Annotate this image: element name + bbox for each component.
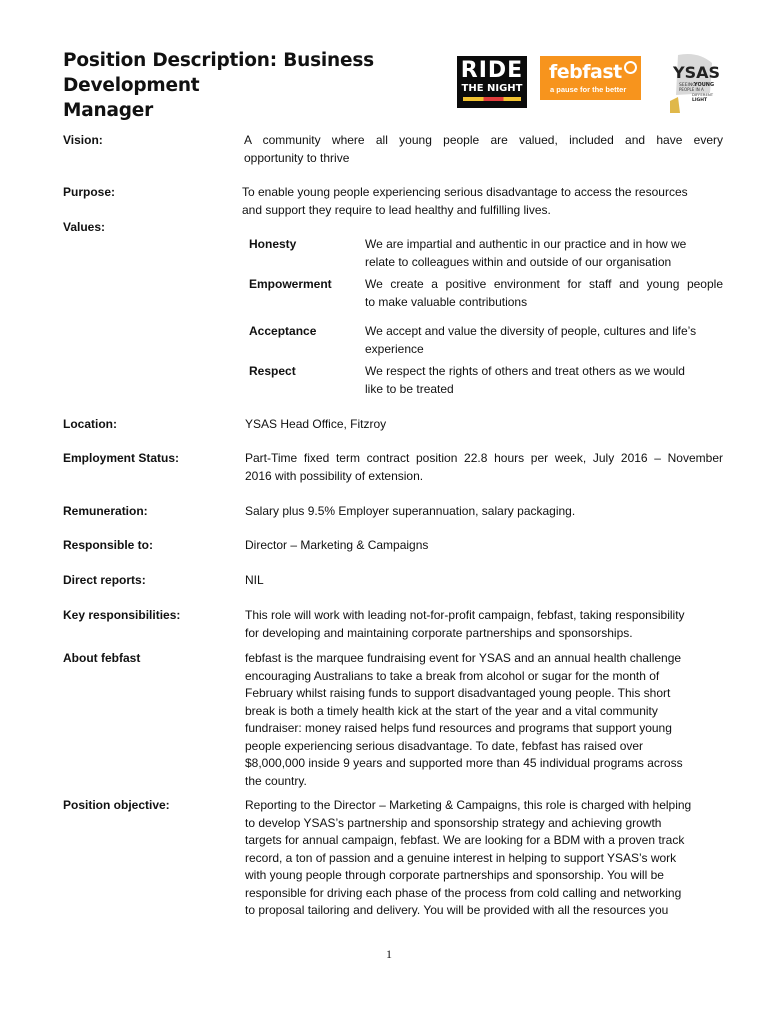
location-label: Location:: [63, 417, 117, 431]
ysas-tagline-3: PEOPLE IN A: [679, 87, 704, 92]
febfast-logo-word: febfast: [549, 61, 622, 83]
position-objective-text: [245, 797, 725, 920]
employment-status-label: Employment Status:: [63, 451, 180, 465]
value-respect-line-1: We respect the rights of others and treat others as we would: [365, 364, 685, 378]
value-empowerment-line-1: We create a positive environment for staff and young people: [365, 277, 723, 291]
value-honesty-line-2: relate to colleagues within and outside of our organisation: [365, 254, 672, 269]
employment-status-text: [245, 450, 723, 485]
ysas-logo: [668, 53, 720, 115]
febfast-logo-tagline: a pause for the better: [550, 85, 627, 94]
about-line-4: break is both a timely health kick at the start of the year and a vital community: [245, 703, 658, 718]
ysas-tagline-4: DIFFERENT: [692, 92, 714, 97]
remuneration-value: Salary plus 9.5% Employer superannuation, salary packaging.: [245, 504, 576, 518]
ride-logo-line-2: THE NIGHT: [461, 83, 523, 94]
ysas-logo-graphic: [668, 53, 720, 115]
responsible-to-value: Director – Marketing & Campaigns: [245, 538, 429, 552]
value-empowerment-description: [365, 276, 723, 311]
about-febfast-label: About febfast: [63, 651, 141, 665]
vision-label: Vision:: [63, 133, 103, 147]
employment-line-1: Part-Time fixed term contract position 22.8 hours per week, July 2016 – November: [245, 451, 723, 465]
value-honesty-line-1: We are impartial and authentic in our practice and in how we: [365, 237, 687, 251]
ride-logo-strip: [463, 97, 521, 101]
value-respect-description: [365, 363, 723, 398]
objective-line-1: Reporting to the Director – Marketing & Campaigns, this role is charged with helping: [245, 798, 692, 812]
title-line-1: Position Description: Business Development: [63, 50, 374, 96]
responsible-to-label: Responsible to:: [63, 538, 154, 552]
about-line-3: February whilst raising funds to support disadvantaged young people. This short: [245, 686, 671, 700]
objective-line-4: record, a ton of passion and a genuine interest in helping to support YSAS’s work: [245, 850, 677, 865]
location-value: YSAS Head Office, Fitzroy: [245, 417, 387, 431]
about-line-6: people experiencing serious disadvantage. To date, febfast has raised over: [245, 738, 644, 753]
purpose-line-2: and support they require to lead healthy and fulfilling lives.: [242, 202, 551, 217]
purpose-label: Purpose:: [63, 185, 116, 199]
key-responsibilities-text: [245, 607, 725, 642]
about-line-5: fundraiser: money raised helps fund resources and programs that support young: [245, 721, 672, 735]
febfast-logo-ring-icon: [624, 61, 637, 74]
objective-line-6: responsible for driving each phase of the process from cold calling and networking: [245, 885, 682, 900]
ride-logo-line-1: RIDE: [460, 58, 524, 83]
value-honesty-name: Honesty: [249, 237, 297, 251]
febfast-logo: [540, 56, 641, 100]
value-respect-name: Respect: [249, 364, 296, 378]
about-line-8: the country.: [245, 773, 307, 788]
about-line-7: $8,000,000 inside 9 years and supported more than 45 individual programs across: [245, 756, 683, 770]
vision-text: [244, 132, 723, 167]
about-line-1: febfast is the marquee fundraising event for YSAS and an annual health challenge: [245, 651, 682, 665]
value-empowerment-name: Empowerment: [249, 277, 332, 291]
value-acceptance-line-1: We accept and value the diversity of people, cultures and life’s: [365, 324, 697, 338]
title-line-2: Manager: [63, 100, 154, 121]
page-number: 1: [386, 947, 392, 961]
direct-reports-label: Direct reports:: [63, 573, 146, 587]
value-respect-line-2: like to be treated: [365, 381, 454, 396]
value-acceptance-line-2: experience: [365, 341, 424, 356]
position-objective-label: Position objective:: [63, 798, 170, 812]
remuneration-label: Remuneration:: [63, 504, 148, 518]
value-empowerment-line-2: to make valuable contributions: [365, 294, 528, 309]
vision-line-2: opportunity to thrive: [244, 150, 350, 165]
value-acceptance-description: [365, 323, 723, 358]
ysas-tagline-2: YOUNG: [694, 82, 715, 88]
objective-line-2: to develop YSAS’s partnership and sponsorship strategy and achieving growth: [245, 815, 662, 830]
purpose-text: [242, 184, 722, 219]
key-responsibilities-label: Key responsibilities:: [63, 608, 181, 622]
purpose-line-1: To enable young people experiencing serious disadvantage to access the resources: [242, 185, 688, 199]
value-acceptance-name: Acceptance: [249, 324, 317, 338]
vision-line-1: A community where all young people are valued, included and have every: [244, 133, 723, 147]
key-responsibilities-line-1: This role will work with leading not-for-profit campaign, febfast, taking responsibility: [245, 608, 685, 622]
ride-the-night-logo: [457, 56, 527, 108]
key-responsibilities-line-2: for developing and maintaining corporate partnerships and sponsorships.: [245, 625, 633, 640]
values-label: Values:: [63, 220, 106, 234]
value-honesty-description: [365, 236, 723, 271]
about-line-2: encouraging Australians to take a break from alcohol or sugar for the month of: [245, 668, 660, 683]
page-title: [63, 48, 448, 123]
about-febfast-text: [245, 650, 725, 790]
employment-line-2: 2016 with possibility of extension.: [245, 468, 424, 483]
ysas-logo-word: YSAS: [673, 63, 720, 82]
ysas-tagline-1: SEEING: [679, 83, 696, 88]
objective-line-7: to proposal tailoring and delivery. You will be provided with all the resources you: [245, 903, 669, 917]
ysas-tagline-5: LIGHT: [692, 98, 708, 103]
objective-line-5: with young people through corporate partnerships and sponsorship. You will be: [245, 868, 664, 882]
direct-reports-value: NIL: [245, 573, 264, 587]
objective-line-3: targets for annual campaign, febfast. We are looking for a BDM with a proven track: [245, 833, 685, 847]
